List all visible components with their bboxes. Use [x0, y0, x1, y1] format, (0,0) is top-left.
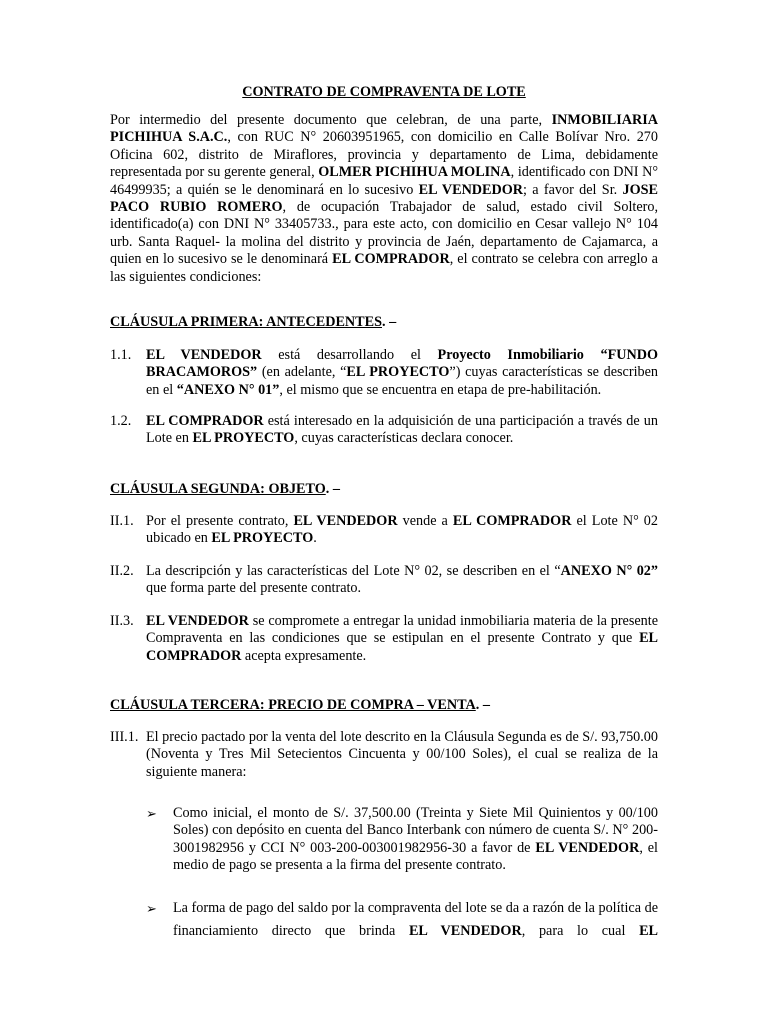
- clause-1-suffix: . –: [381, 314, 397, 330]
- item-number: 1.1.: [110, 347, 132, 363]
- clause-3-title: CLÁUSULA TERCERA: PRECIO DE COMPRA – VENTA: [110, 697, 476, 713]
- bold-term: EL PROYECTO: [211, 530, 314, 547]
- seller-term: EL VENDEDOR: [418, 181, 524, 198]
- clause-2-title: CLÁUSULA SEGUNDA: OBJETO: [110, 481, 326, 497]
- arrow-bullet-icon: ➢: [146, 901, 157, 916]
- bold-term: EL VENDEDOR: [146, 347, 262, 363]
- text: Como inicial, el monto de S/. 37,500.00 (Treinta y Siete Mil Quinientos y 00/100 Soles) con depósito en cuenta del Banco Interbank con número de cuenta S/. N° 200-3001982956 y CCI N° 003-200-003001982956-30 a favor de: [173, 805, 658, 856]
- text: que forma parte del presente contrato.: [146, 580, 362, 597]
- payment-bullet-2: [146, 897, 658, 943]
- item-text: [146, 347, 658, 399]
- text: La descripción y las características del Lote N° 02, se describen en el “: [146, 563, 561, 579]
- intro-text: , el contrato se celebra con arreglo a las siguientes condiciones:: [110, 251, 658, 285]
- text: Por el presente contrato,: [146, 513, 294, 529]
- text: está desarrollando el: [261, 347, 438, 363]
- text: El precio pactado por la venta del lote descrito en la Cláusula Segunda es de S/. 93,750.00 (Noventa y Tres Mil Setecientos Cincuenta y 00/100 Soles), el cual se realiza de la siguiente manera:: [146, 729, 658, 780]
- document-title: CONTRATO DE COMPRAVENTA DE LOTE: [242, 84, 526, 100]
- bullet-text: [173, 897, 658, 943]
- bold-term: Proyecto Inmobiliario “FUNDO BRACAMOROS”: [146, 347, 659, 381]
- bold-term: EL VENDEDOR: [293, 513, 398, 529]
- text: , el mismo que se encuentra en etapa de pre-habilitación.: [279, 381, 602, 398]
- clause-3-heading: [110, 697, 490, 714]
- clause-2-heading: [110, 481, 340, 498]
- bold-term: EL PROYECTO: [192, 430, 295, 447]
- intro-text: ; a favor del Sr.: [523, 181, 623, 198]
- item-number: II.3.: [110, 613, 134, 629]
- item-number: 1.2.: [110, 413, 132, 429]
- text: vende a: [397, 513, 453, 529]
- item-text: [146, 563, 658, 598]
- clause-1-item-1: [110, 347, 658, 399]
- clause-1-item-2: [110, 413, 658, 448]
- item-number: II.2.: [110, 563, 134, 579]
- intro-paragraph: [110, 112, 658, 286]
- text: se compromete a entregar la unidad inmobiliaria materia de la presente Compraventa en las condiciones que se estipulan en el presente Contrato y que: [146, 613, 659, 647]
- clause-2-item-3: [110, 613, 658, 665]
- text: (en adelante, “: [257, 364, 347, 381]
- buyer-term: EL COMPRADOR: [332, 251, 450, 268]
- clause-2-suffix: . –: [325, 481, 340, 497]
- payment-bullet-1: [146, 805, 658, 875]
- seller-company-name: INMOBILIARIA PICHIHUA S.A.C.: [110, 112, 658, 146]
- bold-term: EL: [639, 923, 659, 939]
- bold-term: EL COMPRADOR: [146, 413, 264, 429]
- clause-1-heading: [110, 314, 396, 331]
- text: , para lo cual: [521, 923, 640, 939]
- bold-term: EL PROYECTO: [346, 364, 450, 381]
- bold-term: ANEXO N° 02”: [560, 563, 658, 579]
- item-text: [146, 413, 658, 448]
- bold-term: EL COMPRADOR: [146, 630, 658, 664]
- bullet-text: [173, 805, 658, 875]
- bold-term: EL VENDEDOR: [146, 613, 249, 629]
- arrow-bullet-icon: ➢: [146, 806, 157, 821]
- text: La forma de pago del saldo por la compraventa del lote se da a razón de la política de financiamiento directo que brinda: [173, 900, 658, 939]
- intro-text: , identificado con DNI N° 46499935; a quién se le denominará en lo sucesivo: [110, 164, 658, 198]
- item-number: III.1.: [110, 729, 139, 745]
- intro-text: Por intermedio del presente documento que celebran, de una parte,: [110, 112, 552, 128]
- clause-3-item-1: [110, 729, 658, 781]
- clause-1-title: CLÁUSULA PRIMERA: ANTECEDENTES: [110, 314, 382, 330]
- item-text: [146, 729, 658, 781]
- text: acepta expresamente.: [241, 647, 367, 664]
- clause-2-item-1: [110, 513, 658, 548]
- text: ”) cuyas características se describen en el: [146, 364, 658, 398]
- seller-representative-name: OLMER PICHIHUA MOLINA: [318, 164, 511, 181]
- text: .: [313, 530, 317, 547]
- bold-term: EL VENDEDOR: [535, 839, 640, 856]
- item-number: II.1.: [110, 513, 134, 529]
- bold-term: “ANEXO N° 01”: [176, 381, 280, 398]
- text: , el medio de pago se presenta a la firma del presente contrato.: [173, 839, 658, 874]
- intro-text: , con RUC N° 20603951965, con domicilio en Calle Bolívar Nro. 270 Oficina 602, distrito de Miraflores, provincia y departamento de Lima, debidamente representada por su gerente general,: [110, 129, 658, 181]
- clause-2-item-2: [110, 563, 658, 598]
- bold-term: EL COMPRADOR: [452, 513, 572, 529]
- text: está interesado en la adquisición de una participación a través de un Lote en: [146, 413, 658, 447]
- intro-text: , de ocupación Trabajador de salud, estado civil Soltero, identificado(a) con DNI N° 33405733., para este acto, con domicilio en Cesar vallejo N° 104 urb. Santa Raquel- la molina del distrito y provincia de Jaén, departamento de Cajamarca, a quien en lo sucesivo se le denominará: [110, 199, 658, 268]
- bold-term: EL VENDEDOR: [408, 923, 522, 939]
- clause-3-suffix: . –: [475, 697, 490, 713]
- text: , cuyas características declara conocer.: [294, 430, 514, 447]
- item-text: [146, 513, 658, 548]
- buyer-name: JOSE PACO RUBIO ROMERO: [110, 181, 658, 216]
- text: el Lote N° 02 ubicado en: [146, 513, 658, 547]
- item-text: [146, 613, 658, 665]
